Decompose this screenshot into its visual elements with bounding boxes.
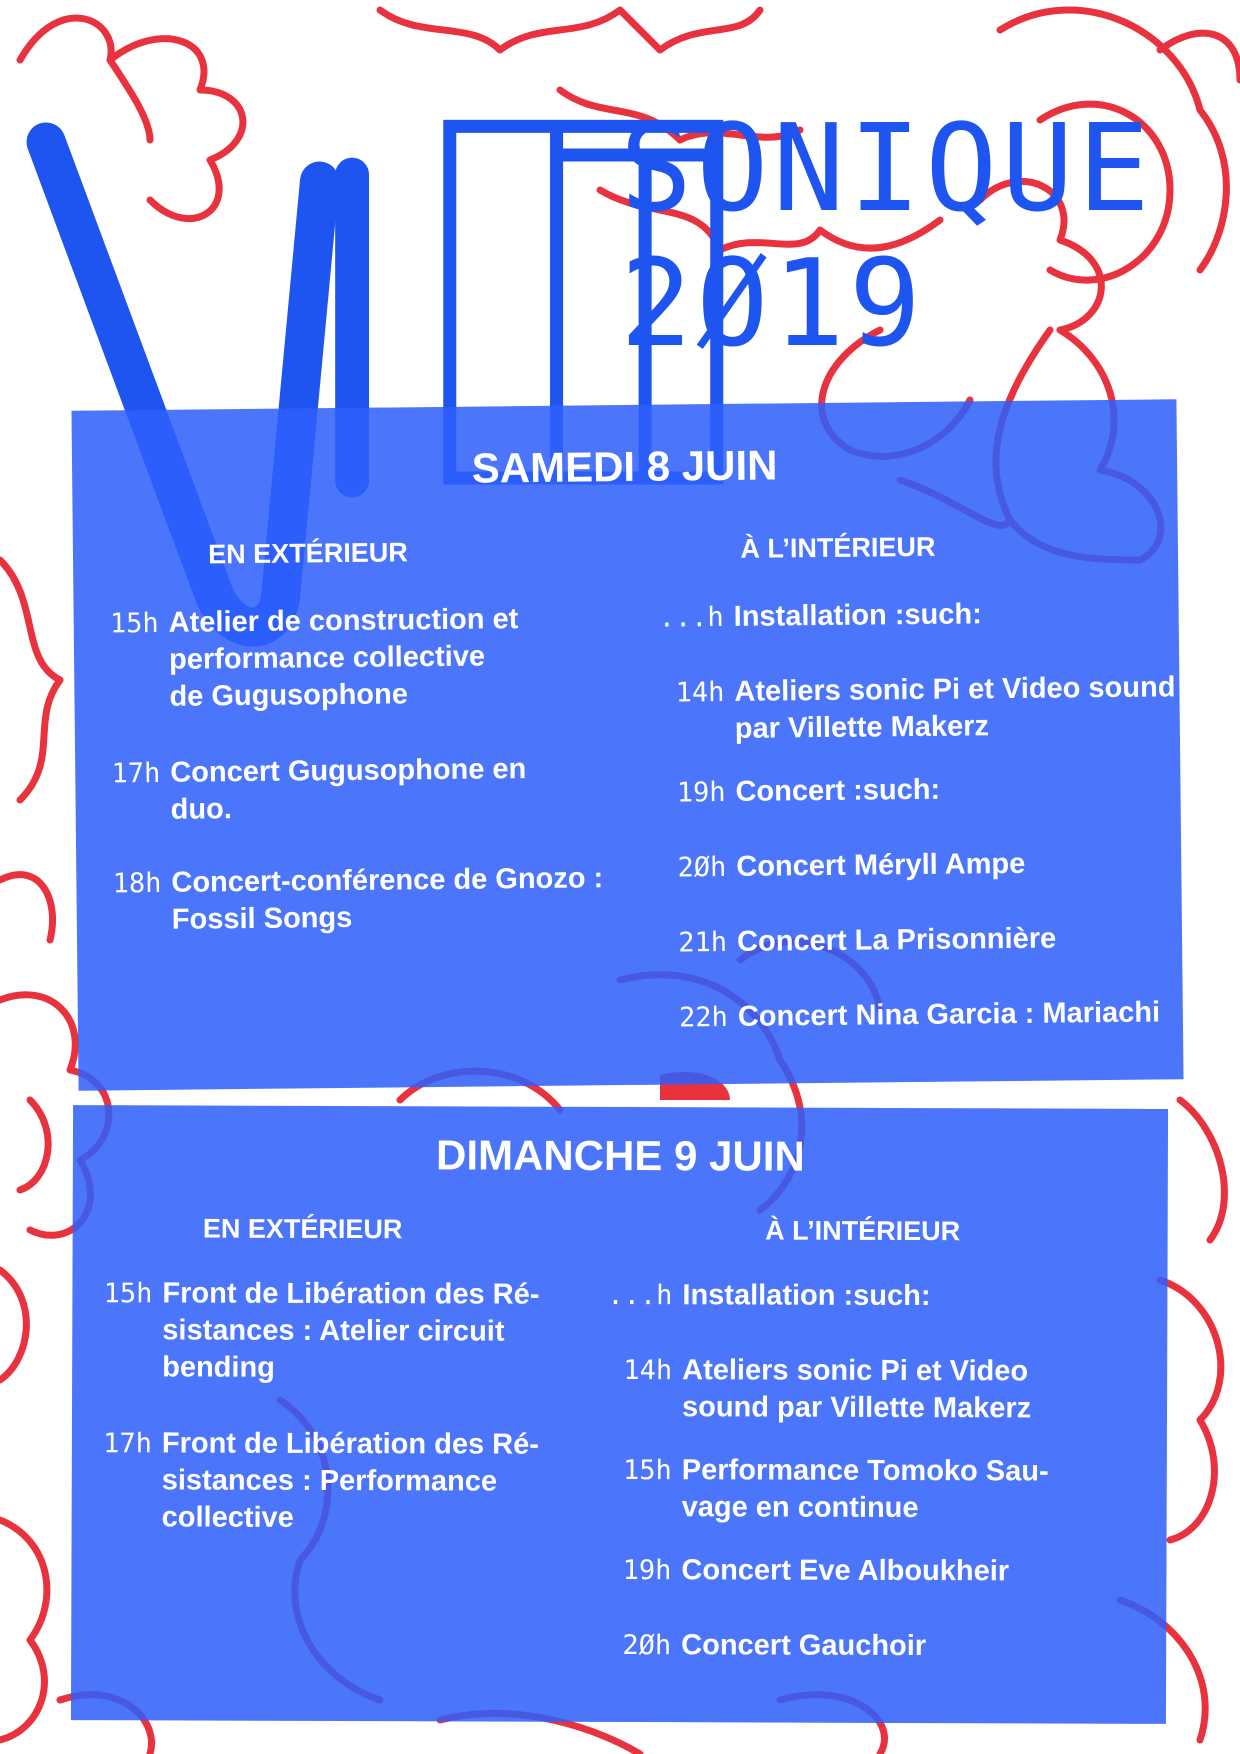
event-time: 17h	[103, 1428, 152, 1460]
indoor-heading: À L’INTÉRIEUR	[765, 1215, 961, 1247]
event-desc: Front de Libération des Ré- sistances : Atelier circuit bending	[162, 1277, 540, 1384]
event-desc: Performance Tomoko Sau- vage en continue	[681, 1454, 1049, 1525]
event-time: 15h	[622, 1455, 672, 1487]
event-time: 14h	[675, 676, 725, 709]
event-desc: Concert Gugusophone en duo.	[170, 753, 527, 826]
event-sat-in-4	[657, 919, 1177, 964]
day-title: DIMANCHE 9 JUIN	[435, 1131, 805, 1180]
event-desc: Concert Nina Garcia : Mariachi	[737, 996, 1161, 1033]
event-desc: Concert Méryll Ampe	[736, 847, 1026, 883]
event-desc: Front de Libération des Ré- sistances : Performance collective	[161, 1427, 539, 1534]
event-time: 17h	[111, 757, 161, 790]
event-time: ...h	[607, 1279, 673, 1312]
day-title: SAMEDI 8 JUIN	[471, 441, 778, 492]
outdoor-heading: EN EXTÉRIEUR	[208, 537, 408, 570]
event-desc: Concert-conférence de Gnozo : Fossil Songs	[171, 862, 604, 936]
event-desc: Atelier de construction et performance collective de Gugusophone	[168, 603, 519, 713]
event-desc: Ateliers sonic Pi et Video sound par Villette Makerz	[681, 1354, 1032, 1425]
event-sun-in-1	[602, 1352, 1122, 1434]
event-time: ...h	[658, 601, 724, 634]
indoor-heading: À L’INTÉRIEUR	[740, 531, 936, 564]
event-sat-out-1	[90, 750, 590, 826]
event-time: 22h	[678, 1001, 729, 1034]
event-sun-out-1	[82, 1425, 582, 1547]
event-sun-in-3	[601, 1552, 1121, 1594]
event-time: 19h	[622, 1555, 672, 1587]
event-sun-in-0	[602, 1277, 1122, 1319]
event-time: 15h	[103, 1278, 153, 1310]
event-desc: Installation :such:	[682, 1279, 931, 1313]
sunday-panel	[71, 1105, 1168, 1724]
title-sonique: SONIQUE	[620, 100, 1154, 239]
event-sat-out-0	[89, 600, 590, 725]
event-sun-out-0	[82, 1275, 582, 1397]
event-time: 15h	[109, 607, 159, 640]
saturday-panel	[71, 399, 1183, 1091]
event-sat-in-5	[658, 994, 1178, 1039]
event-time: 18h	[112, 867, 162, 900]
event-desc: Installation :such:	[733, 598, 982, 633]
event-sun-in-2	[602, 1452, 1122, 1534]
event-time: 2Øh	[677, 851, 727, 884]
event-desc: Concert La Prisonnière	[736, 922, 1057, 958]
event-sat-in-2	[655, 769, 1175, 814]
event-time: 2Øh	[622, 1630, 672, 1662]
event-desc: Concert Gauchoir	[681, 1629, 927, 1663]
event-desc: Concert :such:	[735, 773, 941, 808]
event-desc: Ateliers sonic Pi et Video sound par Villette Makerz	[734, 671, 1176, 745]
title-year: 2Ø19	[620, 235, 925, 374]
event-time: 14h	[623, 1355, 673, 1387]
event-sat-in-0	[653, 594, 1173, 639]
event-sat-in-3	[656, 844, 1176, 889]
event-desc: Concert Eve Alboukheir	[681, 1554, 1010, 1588]
outdoor-heading: EN EXTÉRIEUR	[202, 1213, 403, 1245]
event-sat-out-2	[91, 860, 612, 945]
event-time: 21h	[678, 926, 728, 959]
event-sun-in-4	[601, 1627, 1121, 1669]
event-time: 19h	[676, 776, 726, 809]
event-sat-in-1	[654, 669, 1175, 754]
